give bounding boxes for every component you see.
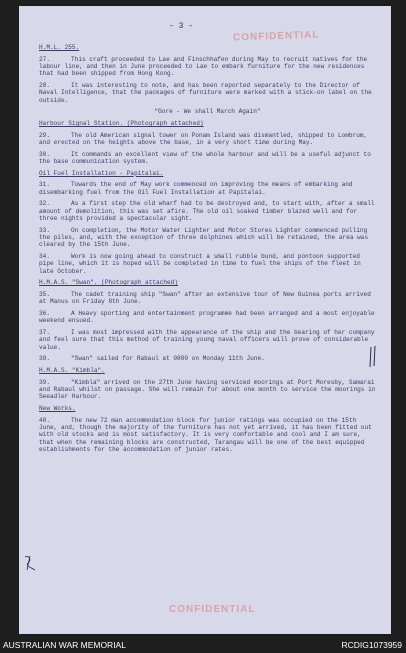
paragraph-number: 31. bbox=[39, 181, 50, 189]
margin-pen-scribble bbox=[23, 554, 37, 572]
section-heading bbox=[39, 120, 376, 127]
section-heading: Oil Fuel Installation - Papitalai. bbox=[39, 169, 164, 177]
paragraph-number: 32. bbox=[39, 200, 50, 208]
document-body bbox=[39, 44, 380, 458]
paragraph-40 bbox=[39, 417, 376, 454]
paragraph-39 bbox=[39, 378, 380, 401]
paragraph-text: I was most impressed with the appearance of the ship and the bearing of her company and feel sure that this method of training young naval officers will prove of considerable value. bbox=[39, 329, 379, 351]
paragraph-32 bbox=[39, 200, 379, 222]
section-note: (Photograph attached) bbox=[97, 279, 178, 287]
paragraph-number: 34. bbox=[39, 253, 50, 260]
section-heading: H.M.A.S. "Kimbla". bbox=[39, 367, 105, 374]
section-heading: New Works. bbox=[39, 405, 76, 412]
paragraph-text: It was interesting to note, and has been reported separately to the Director of Naval Intelligence, that the packages of furniture were marked with a stick-on label on the outside. bbox=[39, 82, 376, 104]
paragraph-36 bbox=[39, 310, 379, 325]
paragraph-35 bbox=[39, 291, 376, 306]
paragraph-number: 29. bbox=[39, 131, 50, 139]
paragraph-text: "Swan" sailed for Rabaul at 0800 on Monday 11th June. bbox=[71, 355, 265, 363]
section-note: (Photograph attached) bbox=[123, 120, 204, 127]
paragraph-30 bbox=[39, 151, 376, 166]
paragraph-number: 39. bbox=[39, 378, 50, 386]
confidential-stamp-top: CONFIDENTIAL bbox=[232, 29, 320, 44]
paragraph-text: This craft proceeded to Lae and Finschhafen during May to recruit natives for the labour line, and then in June proceeded to Lae to embark furniture for the new residences that had been shipped from Hong Kong. bbox=[39, 55, 371, 78]
paragraph-number: 33. bbox=[39, 226, 50, 234]
paragraph-34 bbox=[39, 253, 376, 275]
paragraph-text: It commands an excellent view of the whole harbour and will be a useful adjunct to the base communication system. bbox=[39, 150, 375, 165]
archive-name: AUSTRALIAN WAR MEMORIAL bbox=[3, 640, 126, 650]
paragraph-text: On completion, the Motor Water Lighter and Motor Stores Lighter commenced pulling the piles, and, with the exception of three dolphines which will be retained, the area was cleared by the 15th June. bbox=[39, 226, 372, 249]
paragraph-number: 30. bbox=[39, 150, 50, 158]
section-heading-text: Harbour Signal Station. bbox=[39, 120, 124, 127]
paragraph-27 bbox=[39, 56, 376, 78]
paragraph-text: As a first step the old wharf had to be destroyed and, to start with, after a small amount of demolition, this was set afire. The old oil soaked timber blazed well and for three nights provided a spectacular sight. bbox=[39, 200, 379, 222]
paragraph-number: 28. bbox=[39, 82, 50, 89]
margin-pen-mark bbox=[369, 346, 377, 368]
archive-footer bbox=[0, 638, 406, 653]
paragraph-text: The old American signal tower on Ponam Island was dismantled, shipped to Lombrum, and erected on the heights above the base, in a very short time during May. bbox=[39, 131, 371, 146]
paragraph-38 bbox=[39, 355, 376, 362]
paragraph-number: 38. bbox=[39, 355, 50, 363]
document-page bbox=[19, 6, 391, 634]
section-heading: H.M.L. 255. bbox=[39, 44, 80, 51]
paragraph-text: The new 72 man accommodation block for junior ratings was occupied on the 15th June, and, though the majority of the furniture has not yet arrived, it has been fitted out with old stocks and is most satisfactory. It is very comfortable and cool and I am sure, that when the remaining blocks are constructed, Tarangau will be one of the best equipped establishments for the accommodation of junior rates. bbox=[39, 416, 376, 454]
paragraph-text: The cadet training ship "Swan" after an extensive tour of New Guinea ports arrived at Manus on Friday 8th June. bbox=[39, 291, 375, 306]
section-heading bbox=[39, 279, 376, 286]
paragraph-text: Work is now going ahead to construct a small rubble bund, and pontoon supported pipe line, which it is hoped will be completed in time to fuel the ships of the fleet in late October. bbox=[39, 253, 365, 275]
page-number: - 3 - bbox=[169, 22, 194, 31]
paragraph-31 bbox=[39, 181, 376, 196]
paragraph-number: 35. bbox=[39, 291, 50, 298]
paragraph-number: 37. bbox=[39, 329, 50, 336]
paragraph-number: 36. bbox=[39, 310, 50, 317]
archive-id: RCDIG1073959 bbox=[341, 640, 402, 650]
paragraph-33 bbox=[39, 227, 376, 249]
paragraph-28 bbox=[39, 82, 376, 104]
paragraph-37 bbox=[39, 329, 379, 351]
paragraph-number: 27. bbox=[39, 55, 50, 63]
paragraph-29 bbox=[39, 132, 376, 147]
paragraph-text: Towards the end of May work commenced on improving the means of embarking and disembarking fuel from the Oil Fuel Installation at Papitalai. bbox=[39, 181, 357, 196]
section-heading-text: H.M.A.S. "Swan". bbox=[39, 279, 98, 287]
paragraph-number: 40. bbox=[39, 416, 50, 424]
confidential-stamp-bottom: CONFIDENTIAL bbox=[169, 604, 256, 615]
paragraph-text: A Heavy sporting and entertainment programme had been arranged and a most enjoyable weekend ensued. bbox=[39, 310, 379, 325]
quoted-label: "Gore - We shall March Again" bbox=[154, 108, 261, 116]
paragraph-text: "Kimbla" arrived on the 27th June having serviced moorings at Port Moresby, Samarai and Rabaul whilst on passage. She will remain for about one month to service the moorings in Seeadler Harbour. bbox=[39, 378, 380, 401]
